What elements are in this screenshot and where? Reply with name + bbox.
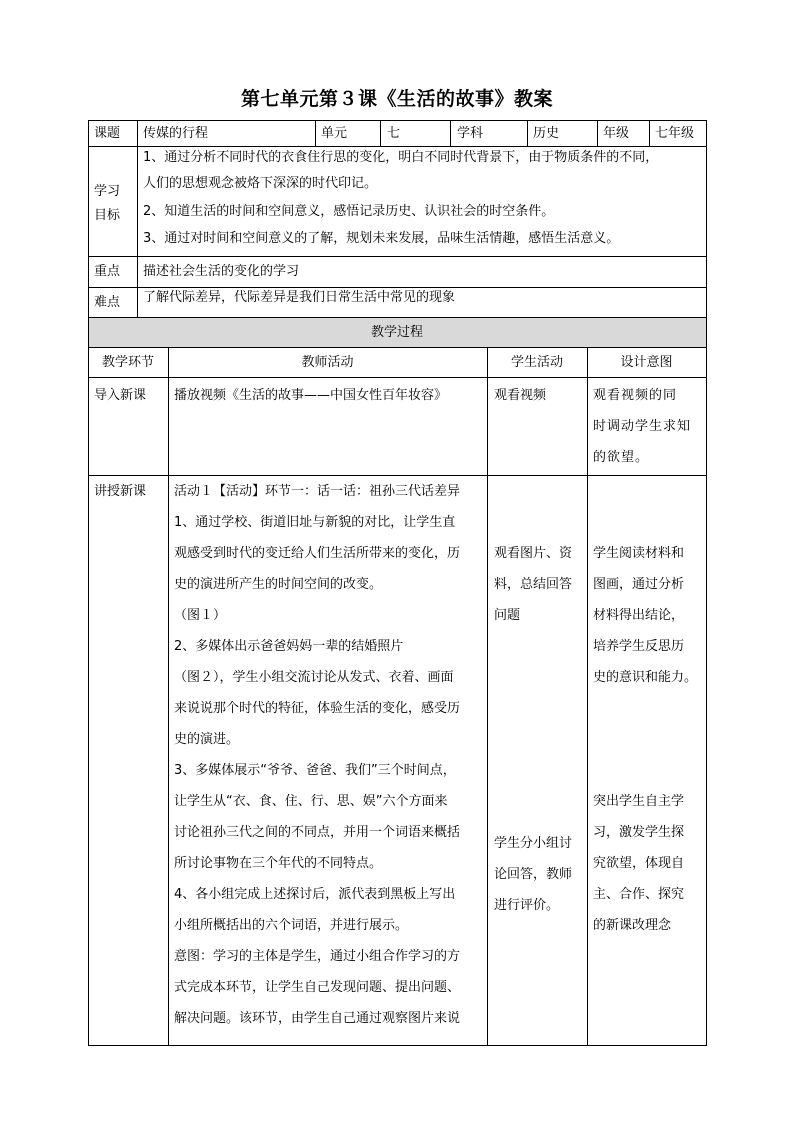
col-stage: 教学环节 — [101, 355, 154, 370]
rule-v-right — [706, 120, 707, 1046]
rule-h-header — [88, 146, 707, 147]
intro-intent: 观看视频的同 时调动学生求知 的欲望。 — [593, 388, 692, 465]
process-banner-label: 教学过程 — [370, 325, 423, 340]
col-student: 学生活动 — [510, 355, 563, 370]
unit-label: 单元 — [321, 126, 348, 141]
intro-stage: 导入新课 — [94, 388, 147, 403]
rule-v-h5 — [527, 120, 528, 147]
rule-v-p3 — [587, 347, 588, 1046]
subject-label: 学科 — [457, 126, 484, 141]
difficulty-value: 了解代际差异，代际差异是我们日常生活中常见的现象 — [143, 290, 456, 305]
goals-label-line1: 学习 — [94, 184, 121, 199]
col-intent: 设计意图 — [620, 355, 673, 370]
rule-h-banner — [88, 347, 707, 348]
rule-v-left — [88, 120, 89, 1046]
goal-line-4: 3、通过对时间和空间意义的了解，规划未来发展，品味生活情趣，感悟生活意义。 — [143, 231, 620, 246]
new-lesson-stage: 讲授新课 — [94, 484, 147, 499]
rule-v-p1 — [168, 347, 169, 1046]
page-title: 第七单元第３课《生活的故事》教案 — [240, 88, 553, 110]
rule-v-h7 — [649, 120, 650, 147]
new-lesson-intent-2: 突出学生自主学 习，激发学生探 究欲望，体现自 主、合作、探究 的新课改理念 — [593, 794, 685, 933]
goals-label-line2: 目标 — [94, 208, 121, 223]
topic-value: 传媒的行程 — [143, 126, 209, 141]
grade-label: 年级 — [603, 126, 630, 141]
key-point-label: 重点 — [94, 264, 121, 279]
new-lesson-student-2: 学生分小组讨 论回答，教师 进行评价。 — [494, 836, 573, 913]
key-point-value: 描述社会生活的变化的学习 — [143, 264, 300, 279]
rule-v-label — [137, 146, 138, 318]
difficulty-label: 难点 — [94, 295, 121, 310]
grade-value: 七年级 — [655, 126, 695, 141]
goal-line-1: 1、通过分析不同时代的衣食住行思的变化，明白不同时代背景下，由于物质条件的不同， — [143, 150, 659, 165]
rule-h-diff — [88, 317, 707, 318]
topic-label: 课题 — [94, 126, 121, 141]
intro-student: 观看视频 — [494, 388, 547, 403]
goal-line-3: 2、知道生活的时间和空间意义，感悟记录历史、认识社会的时空条件。 — [143, 204, 555, 219]
unit-value: 七 — [387, 126, 401, 141]
intro-teacher: 播放视频《生活的故事——中国女性百年妆容》 — [174, 388, 448, 403]
rule-v-h2 — [315, 120, 316, 147]
rule-v-h3 — [380, 120, 381, 147]
goal-line-2: 人们的思想观念被烙下深深的时代印记。 — [143, 176, 378, 191]
rule-v-h6 — [597, 120, 598, 147]
new-lesson-intent-1: 学生阅读材料和 图画，通过分析 材料得出结论， 培养学生反思历 史的意识和能力。 — [593, 546, 698, 685]
rule-v-h4 — [450, 120, 451, 147]
col-teacher: 教师活动 — [301, 355, 354, 370]
subject-value: 历史 — [533, 126, 560, 141]
rule-h-bottom — [88, 1045, 707, 1046]
rule-v-h1 — [137, 120, 138, 147]
rule-h-goals — [88, 256, 707, 257]
new-lesson-teacher: 活动１【活动】环节一：话一话：祖孙三代话差异 1、通过学校、街道旧址与新貌的对比，让学生直 观感受到时代的变迁给人们生活所带来的变化，历 史的演进所产生的时间空间的改变。 （图１） 2、多媒体出示爸爸妈妈一辈的结婚照片 （图２），学生小组交流讨论从发式、衣着、画面 来说说那个时代的特征，体验生活的变化，感受历 史的演进。 3、多媒体展示“爷爷、爸爸、我们”三个时间点， 让学生从“衣、食、住、行、思、娱”六个方面来 讨论祖孙三代之间的不同点，并用一个词语来概括 所讨论事物在三个年代的不同特点。 4、各小组完成上述探讨后，派代表到黑板上写出 小组所概括出的六个词语，并进行展示。 意图：学习的主体是学生，通过小组合作学习的方 式完成本环节，让学生自己发现问题、提出问题、 解决问题。该环节，由学生自己通过观察图片来说 — [174, 484, 461, 1026]
rule-h-colheads — [88, 377, 707, 378]
new-lesson-student-1: 观看图片、资 料，总结回答 问题 — [494, 546, 573, 623]
rule-v-p2 — [487, 347, 488, 1046]
rule-h-top — [88, 120, 707, 121]
